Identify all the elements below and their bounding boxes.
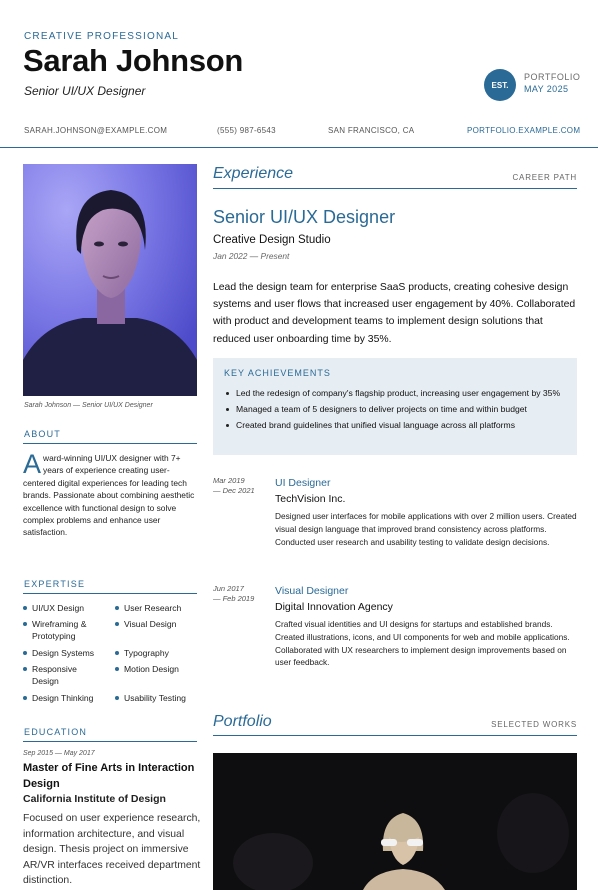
skill-item: Usability Testing (124, 692, 200, 704)
skill-item: Design Thinking (32, 692, 112, 704)
achievement-item: Managed a team of 5 designers to deliver projects on time and within budget (223, 403, 569, 416)
about-heading: ABOUT (24, 429, 62, 439)
portfolio-runway-illustration (213, 753, 577, 890)
contact-email[interactable]: SARAH.JOHNSON@EXAMPLE.COM (24, 126, 168, 135)
current-job-description: Lead the design team for enterprise SaaS products, creating cohesive design systems and user flows that increased user engagement by 40%. Collaborated with product and development teams to implement design solutions that reduced user onboarding time by 35%. (213, 282, 576, 345)
timeline-description: Crafted visual identities and UI designs for startups and established brands. Created illustrations, icons, and UI components for web and mobile applications. Collaborated with UX researchers to implement design improvements based on user feedback. (275, 619, 570, 668)
bullet-icon (23, 696, 27, 700)
bullet-icon (115, 696, 119, 700)
portfolio-tag: SELECTED WORKS (491, 720, 577, 729)
contact-location: SAN FRANCISCO, CA (328, 126, 415, 135)
achievements-heading: KEY ACHIEVEMENTS (224, 368, 331, 378)
timeline-date: Jun 2017 — Feb 2019 (213, 584, 255, 603)
timeline-job-title: UI Designer (275, 477, 331, 489)
education-dates: Sep 2015 — May 2017 (23, 750, 95, 757)
about-body: ward-winning UI/UX designer with 7+ years of experience creating user-centered digital experiences for leading tech brands. Passionate about combining aesthetic excellence with functional design to solve complex problems and enhance user satisfaction. (23, 453, 195, 538)
contact-phone: (555) 987-6543 (217, 126, 276, 135)
achievement-item: Led the redesign of company's flagship product, increasing user engagement by 35% (223, 387, 569, 400)
current-job-company: Creative Design Studio (213, 234, 331, 246)
profile-photo (23, 164, 197, 396)
achievement-item: Created brand guidelines that unified visual language across all platforms (223, 419, 569, 432)
bullet-icon (23, 622, 27, 626)
skill-item: Typography (124, 647, 200, 659)
timeline-description: Designed user interfaces for mobile applications with over 2 million users. Created visual design language that improved brand consistency across platforms. Conducted user research and usability testing to validate design decisions. (275, 511, 577, 547)
about-divider (23, 443, 197, 444)
header-role: Senior UI/UX Designer (24, 84, 146, 98)
bullet-icon (115, 651, 119, 655)
page-title: Sarah Johnson (23, 43, 244, 78)
profile-portrait-illustration (23, 164, 197, 396)
header-divider (0, 147, 598, 148)
experience-tag: CAREER PATH (512, 173, 577, 182)
current-job-dates: Jan 2022 — Present (213, 251, 290, 261)
bullet-icon (23, 651, 27, 655)
timeline-date: Mar 2019 — Dec 2021 (213, 476, 255, 495)
bullet-icon (115, 606, 119, 610)
bullet-icon (23, 667, 27, 671)
contact-website-link[interactable]: PORTFOLIO.EXAMPLE.COM (467, 126, 581, 135)
education-divider (23, 741, 197, 742)
est-badge: EST. (484, 69, 516, 101)
portfolio-label: PORTFOLIO (524, 72, 581, 82)
skill-item: Responsive Design (32, 663, 90, 687)
expertise-divider (23, 593, 197, 594)
timeline-company: TechVision Inc. (275, 493, 346, 505)
skill-item: Design Systems (32, 647, 112, 659)
education-description: Focused on user experience research, information architecture, and visual design. Thesis project on immersive AR/VR interfaces received department distinction. (23, 813, 201, 887)
bullet-icon (23, 606, 27, 610)
about-text (23, 449, 199, 539)
skill-item: Wireframing & Prototyping (32, 618, 102, 642)
achievements-list (223, 387, 569, 435)
timeline-company: Digital Innovation Agency (275, 601, 393, 613)
bullet-icon (115, 667, 119, 671)
experience-heading: Experience (213, 165, 294, 182)
experience-divider (213, 188, 577, 189)
key-achievements-box (213, 358, 577, 455)
skill-item: Motion Design (124, 663, 200, 675)
photo-caption: Sarah Johnson — Senior UI/UX Designer (24, 402, 153, 409)
portfolio-image[interactable] (213, 753, 577, 890)
skill-item: User Research (124, 602, 200, 614)
current-job-title: Senior UI/UX Designer (213, 207, 396, 227)
portfolio-heading: Portfolio (213, 713, 272, 730)
education-heading: EDUCATION (24, 727, 88, 737)
education-school: California Institute of Design (23, 793, 166, 805)
skill-item: UI/UX Design (32, 602, 112, 614)
header-kicker: CREATIVE PROFESSIONAL (24, 31, 180, 42)
education-degree: Master of Fine Arts in Interaction Design (23, 762, 195, 790)
timeline-job-title: Visual Designer (275, 585, 349, 597)
about-dropcap: A (23, 449, 42, 479)
expertise-heading: EXPERTISE (24, 579, 86, 589)
portfolio-date: MAY 2025 (524, 84, 569, 94)
bullet-icon (115, 622, 119, 626)
portfolio-divider (213, 735, 577, 736)
skill-item: Visual Design (124, 618, 200, 630)
